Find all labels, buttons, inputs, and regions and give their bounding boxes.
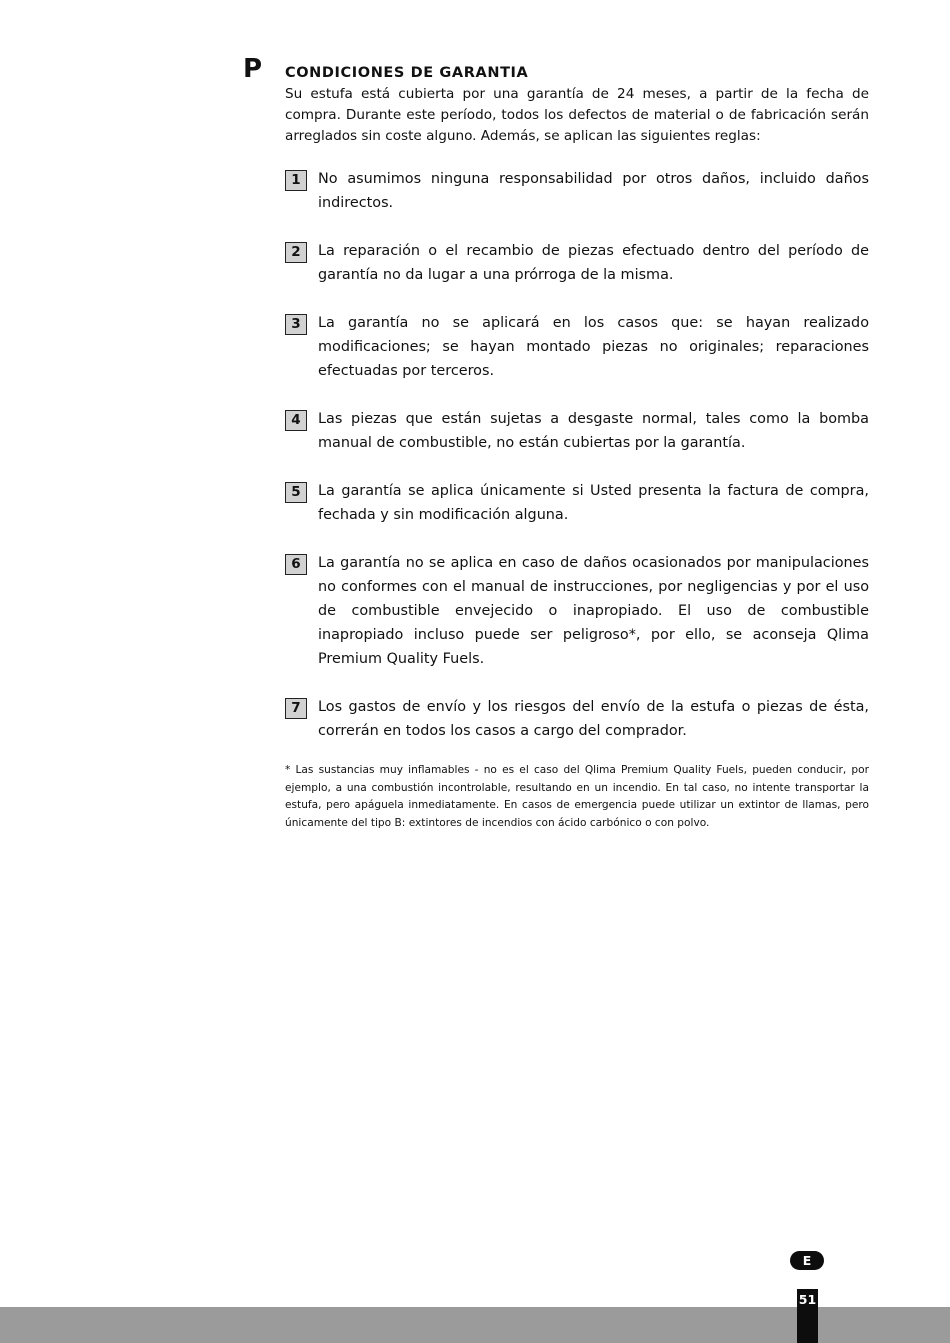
page-number-tab (797, 1289, 818, 1343)
rule-item-6 (285, 551, 869, 671)
rule-item-3 (285, 311, 869, 383)
page-number: 51 (798, 1292, 817, 1307)
rule-number-box: 7 (285, 698, 307, 719)
rule-text: La reparación o el recambio de piezas efectuado dentro del período de garantía no da lugar a una prórroga de la misma. (318, 243, 869, 283)
rules-list (285, 167, 869, 743)
rule-item-7 (285, 695, 869, 743)
rule-item-2 (285, 239, 869, 287)
rule-text: Los gastos de envío y los riesgos del envío de la estufa o piezas de ésta, correrán en todos los casos a cargo del comprador. (318, 699, 869, 739)
rule-text: La garantía no se aplicará en los casos que: se hayan realizado modificaciones; se hayan montado piezas no originales; reparaciones efectuadas por terceros. (318, 315, 869, 379)
language-badge: E (790, 1251, 824, 1270)
rule-text: La garantía no se aplica en caso de daños ocasionados por manipulaciones no conformes con el manual de instrucciones, por negligencias y por el uso de combustible envejecido o inapropiado. El uso de combustible inapropiado incluso puede ser peligroso*, por ello, se aconseja Qlima Premium Quality Fuels. (318, 555, 869, 667)
section-letter: P (243, 54, 263, 84)
footnote: * Las sustancias muy inflamables - no es el caso del Qlima Premium Quality Fuels, pueden conducir, por ejemplo, a una combustión incontrolable, resultando en un incendio. En tal caso, no intente transportar la estufa, pero apáguela inmediatamente. En casos de emergencia puede utilizar un extintor de llamas, pero únicamente del tipo B: extintores de incendios con ácido carbónico o con polvo. (285, 764, 869, 829)
rule-item-5 (285, 479, 869, 527)
warranty-section (285, 64, 869, 832)
rule-text: No asumimos ninguna responsabilidad por otros daños, incluido daños indirectos. (318, 171, 869, 211)
rule-number-box: 1 (285, 170, 307, 191)
rule-number-box: 5 (285, 482, 307, 503)
rule-number-box: 4 (285, 410, 307, 431)
rule-number-box: 6 (285, 554, 307, 575)
rule-item-4 (285, 407, 869, 455)
intro-paragraph: Su estufa está cubierta por una garantía de 24 meses, a partir de la fecha de compra. Durante este período, todos los defectos de material o de fabricación serán arreglados sin coste alguno. Además, se aplican las siguientes reglas: (285, 86, 869, 144)
rule-text: La garantía se aplica únicamente si Usted presenta la factura de compra, fechada y sin modificación alguna. (318, 483, 869, 523)
rule-number-box: 2 (285, 242, 307, 263)
page-title: CONDICIONES DE GARANTIA (285, 65, 529, 81)
rule-text: Las piezas que están sujetas a desgaste normal, tales como la bomba manual de combustible, no están cubiertas por la garantía. (318, 411, 869, 451)
rule-number-box: 3 (285, 314, 307, 335)
rule-item-1 (285, 167, 869, 215)
